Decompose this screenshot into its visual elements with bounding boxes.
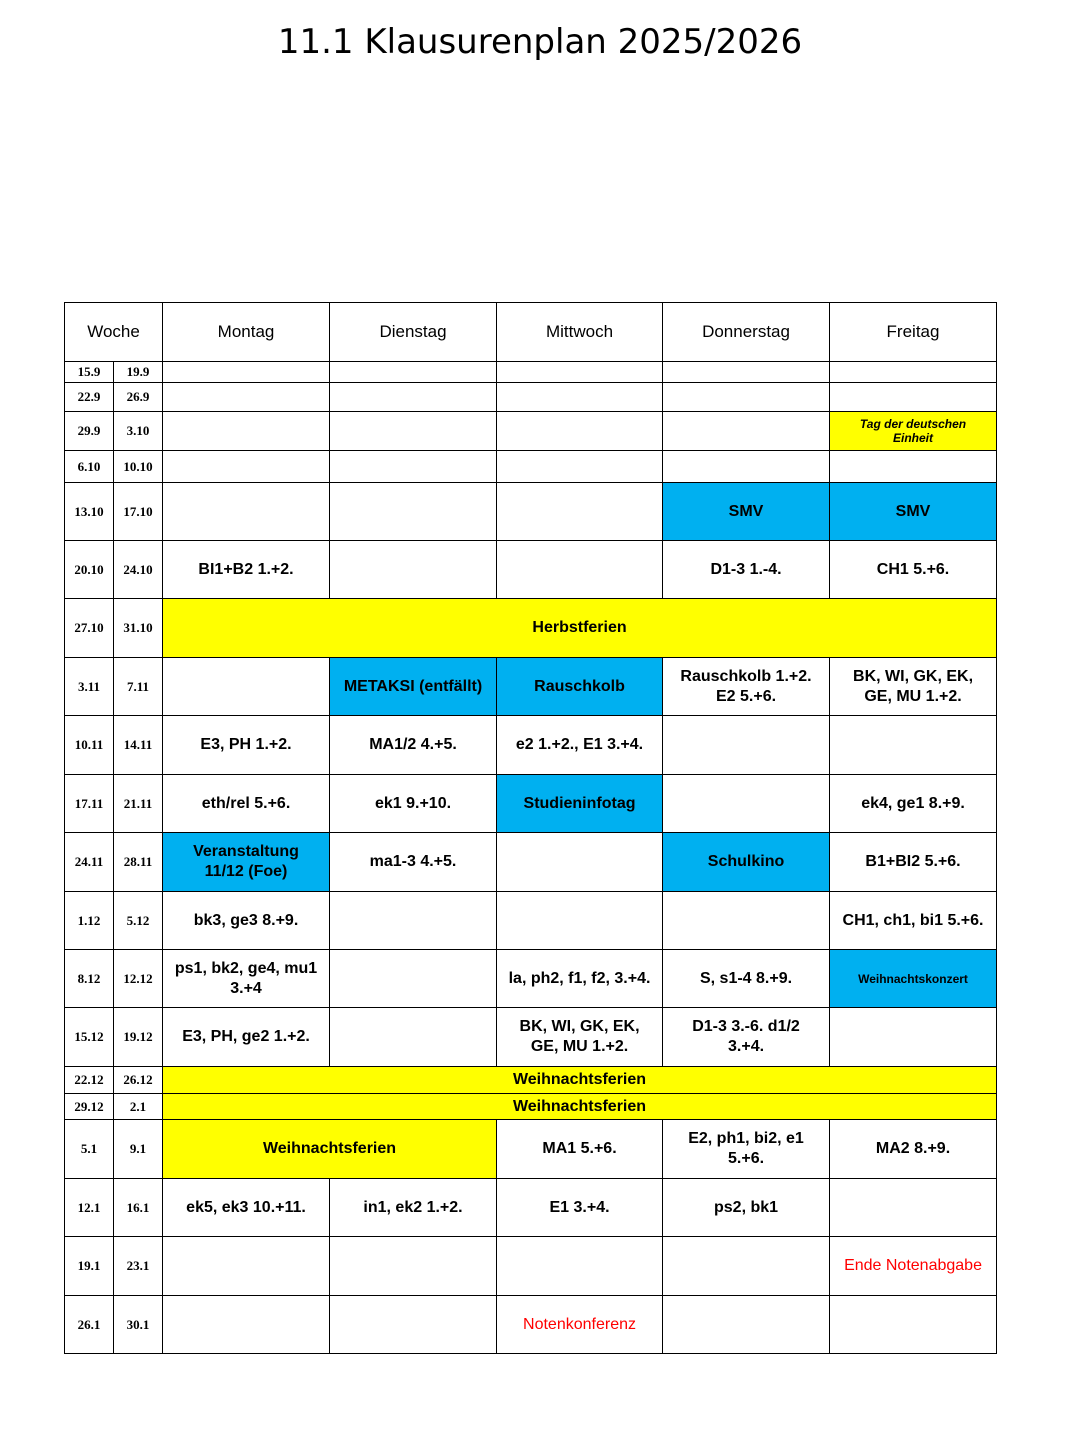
week-row xyxy=(65,541,997,599)
schedule-cell xyxy=(330,362,497,383)
week-row xyxy=(65,1067,997,1094)
schedule-cell: ek1 9.+10. xyxy=(330,775,497,833)
schedule-cell xyxy=(497,483,663,541)
schedule-cell xyxy=(163,483,330,541)
schedule-cell: E3, PH 1.+2. xyxy=(163,716,330,775)
week-from-date: 10.11 xyxy=(65,716,114,775)
schedule-cell xyxy=(497,451,663,483)
week-row xyxy=(65,1179,997,1237)
week-from-date: 5.1 xyxy=(65,1120,114,1179)
week-row xyxy=(65,362,997,383)
exam-schedule-table xyxy=(64,302,997,1354)
schedule-cell: ps1, bk2, ge4, mu1 3.+4 xyxy=(163,950,330,1008)
schedule-cell: Rauschkolb xyxy=(497,658,663,716)
header-row xyxy=(65,303,997,362)
schedule-cell: BK, WI, GK, EK, GE, MU 1.+2. xyxy=(830,658,997,716)
schedule-cell xyxy=(497,1237,663,1296)
schedule-cell xyxy=(163,1296,330,1354)
schedule-cell: Weihnachtsferien xyxy=(163,1067,997,1094)
schedule-cell xyxy=(830,362,997,383)
schedule-cell: MA2 8.+9. xyxy=(830,1120,997,1179)
week-row xyxy=(65,716,997,775)
schedule-cell: SMV xyxy=(663,483,830,541)
schedule-cell xyxy=(497,383,663,412)
week-to-date: 5.12 xyxy=(114,892,163,950)
header-week: Woche xyxy=(65,303,163,362)
week-row xyxy=(65,892,997,950)
schedule-cell: Weihnachtsferien xyxy=(163,1120,497,1179)
week-to-date: 10.10 xyxy=(114,451,163,483)
header-friday: Freitag xyxy=(830,303,997,362)
week-from-date: 17.11 xyxy=(65,775,114,833)
week-to-date: 9.1 xyxy=(114,1120,163,1179)
week-to-date: 14.11 xyxy=(114,716,163,775)
schedule-cell xyxy=(663,775,830,833)
schedule-cell xyxy=(163,362,330,383)
schedule-cell: E3, PH, ge2 1.+2. xyxy=(163,1008,330,1067)
schedule-cell: Tag der deutschen Einheit xyxy=(830,412,997,451)
schedule-cell xyxy=(830,451,997,483)
schedule-cell xyxy=(497,541,663,599)
header-monday: Montag xyxy=(163,303,330,362)
schedule-cell xyxy=(330,1237,497,1296)
schedule-cell xyxy=(663,412,830,451)
week-row xyxy=(65,950,997,1008)
week-row xyxy=(65,775,997,833)
schedule-cell xyxy=(330,483,497,541)
schedule-cell xyxy=(330,1296,497,1354)
week-to-date: 26.12 xyxy=(114,1067,163,1094)
week-to-date: 26.9 xyxy=(114,383,163,412)
schedule-cell: D1-3 3.-6. d1/2 3.+4. xyxy=(663,1008,830,1067)
week-row xyxy=(65,483,997,541)
schedule-cell xyxy=(330,950,497,1008)
schedule-cell xyxy=(330,412,497,451)
week-from-date: 6.10 xyxy=(65,451,114,483)
schedule-cell xyxy=(330,383,497,412)
schedule-cell xyxy=(830,1008,997,1067)
schedule-cell xyxy=(663,383,830,412)
week-from-date: 24.11 xyxy=(65,833,114,892)
schedule-cell xyxy=(497,362,663,383)
week-to-date: 12.12 xyxy=(114,950,163,1008)
schedule-cell xyxy=(163,451,330,483)
week-to-date: 21.11 xyxy=(114,775,163,833)
schedule-cell: Schulkino xyxy=(663,833,830,892)
schedule-cell xyxy=(330,451,497,483)
week-row xyxy=(65,1296,997,1354)
schedule-cell: Weihnachtsferien xyxy=(163,1094,997,1120)
header-thursday: Donnerstag xyxy=(663,303,830,362)
schedule-cell: BI1+B2 1.+2. xyxy=(163,541,330,599)
week-to-date: 7.11 xyxy=(114,658,163,716)
week-from-date: 3.11 xyxy=(65,658,114,716)
week-to-date: 17.10 xyxy=(114,483,163,541)
schedule-cell: e2 1.+2., E1 3.+4. xyxy=(497,716,663,775)
week-to-date: 24.10 xyxy=(114,541,163,599)
schedule-cell: ek4, ge1 8.+9. xyxy=(830,775,997,833)
header-tuesday: Dienstag xyxy=(330,303,497,362)
schedule-cell: B1+BI2 5.+6. xyxy=(830,833,997,892)
schedule-cell: Veranstaltung 11/12 (Foe) xyxy=(163,833,330,892)
schedule-cell xyxy=(497,833,663,892)
week-row xyxy=(65,1237,997,1296)
week-from-date: 13.10 xyxy=(65,483,114,541)
week-row xyxy=(65,383,997,412)
week-from-date: 26.1 xyxy=(65,1296,114,1354)
schedule-cell: Herbstferien xyxy=(163,599,997,658)
schedule-cell xyxy=(497,412,663,451)
schedule-cell xyxy=(163,383,330,412)
schedule-cell xyxy=(830,1179,997,1237)
week-row xyxy=(65,1094,997,1120)
schedule-cell: ps2, bk1 xyxy=(663,1179,830,1237)
week-row xyxy=(65,599,997,658)
schedule-cell: bk3, ge3 8.+9. xyxy=(163,892,330,950)
week-from-date: 15.12 xyxy=(65,1008,114,1067)
schedule-cell xyxy=(830,716,997,775)
schedule-cell: Ende Notenabgabe xyxy=(830,1237,997,1296)
week-from-date: 29.12 xyxy=(65,1094,114,1120)
schedule-cell: CH1 5.+6. xyxy=(830,541,997,599)
schedule-cell: METAKSI (entfällt) xyxy=(330,658,497,716)
week-from-date: 29.9 xyxy=(65,412,114,451)
schedule-cell xyxy=(663,1296,830,1354)
schedule-cell xyxy=(663,716,830,775)
week-row xyxy=(65,451,997,483)
schedule-cell xyxy=(330,541,497,599)
schedule-cell: ek5, ek3 10.+11. xyxy=(163,1179,330,1237)
schedule-cell: Weihnachtskonzert xyxy=(830,950,997,1008)
page-title: 11.1 Klausurenplan 2025/2026 xyxy=(277,22,803,62)
schedule-cell xyxy=(163,412,330,451)
header-wednesday: Mittwoch xyxy=(497,303,663,362)
schedule-cell xyxy=(830,1296,997,1354)
schedule-cell xyxy=(663,892,830,950)
week-to-date: 31.10 xyxy=(114,599,163,658)
schedule-cell: SMV xyxy=(830,483,997,541)
week-from-date: 27.10 xyxy=(65,599,114,658)
week-to-date: 19.12 xyxy=(114,1008,163,1067)
schedule-cell xyxy=(163,658,330,716)
schedule-cell xyxy=(330,892,497,950)
schedule-cell: Rauschkolb 1.+2. E2 5.+6. xyxy=(663,658,830,716)
schedule-cell: CH1, ch1, bi1 5.+6. xyxy=(830,892,997,950)
schedule-cell xyxy=(497,892,663,950)
week-row xyxy=(65,412,997,451)
schedule-cell xyxy=(663,1237,830,1296)
week-row xyxy=(65,658,997,716)
schedule-cell: ma1-3 4.+5. xyxy=(330,833,497,892)
schedule-cell: Notenkonferenz xyxy=(497,1296,663,1354)
schedule-cell: D1-3 1.-4. xyxy=(663,541,830,599)
week-from-date: 22.9 xyxy=(65,383,114,412)
week-to-date: 23.1 xyxy=(114,1237,163,1296)
schedule-cell: E2, ph1, bi2, e1 5.+6. xyxy=(663,1120,830,1179)
schedule-cell: S, s1-4 8.+9. xyxy=(663,950,830,1008)
schedule-cell: MA1 5.+6. xyxy=(497,1120,663,1179)
week-from-date: 1.12 xyxy=(65,892,114,950)
week-to-date: 3.10 xyxy=(114,412,163,451)
week-from-date: 20.10 xyxy=(65,541,114,599)
week-row xyxy=(65,1008,997,1067)
schedule-cell: in1, ek2 1.+2. xyxy=(330,1179,497,1237)
week-to-date: 2.1 xyxy=(114,1094,163,1120)
schedule-cell xyxy=(330,1008,497,1067)
schedule-cell xyxy=(663,451,830,483)
week-from-date: 8.12 xyxy=(65,950,114,1008)
schedule-cell: eth/rel 5.+6. xyxy=(163,775,330,833)
schedule-cell xyxy=(163,1237,330,1296)
week-to-date: 19.9 xyxy=(114,362,163,383)
week-from-date: 19.1 xyxy=(65,1237,114,1296)
week-to-date: 16.1 xyxy=(114,1179,163,1237)
week-from-date: 15.9 xyxy=(65,362,114,383)
schedule-cell: la, ph2, f1, f2, 3.+4. xyxy=(497,950,663,1008)
schedule-cell xyxy=(830,383,997,412)
schedule-cell: E1 3.+4. xyxy=(497,1179,663,1237)
schedule-cell: Studieninfotag xyxy=(497,775,663,833)
week-from-date: 22.12 xyxy=(65,1067,114,1094)
schedule-cell xyxy=(663,362,830,383)
week-to-date: 30.1 xyxy=(114,1296,163,1354)
week-row xyxy=(65,833,997,892)
schedule-cell: MA1/2 4.+5. xyxy=(330,716,497,775)
week-from-date: 12.1 xyxy=(65,1179,114,1237)
week-row xyxy=(65,1120,997,1179)
schedule-cell: BK, WI, GK, EK, GE, MU 1.+2. xyxy=(497,1008,663,1067)
week-to-date: 28.11 xyxy=(114,833,163,892)
